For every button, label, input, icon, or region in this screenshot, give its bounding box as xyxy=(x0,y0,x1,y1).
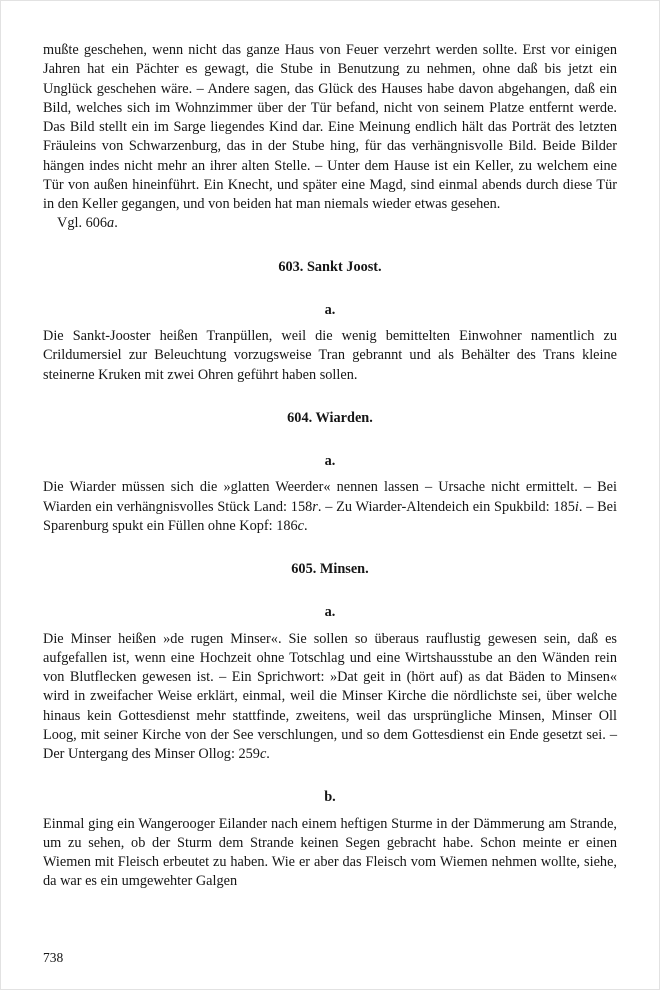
page-number: 738 xyxy=(43,949,64,965)
section-title-604-wiarden: 604. Wiarden. xyxy=(287,409,373,426)
paragraph-continuation: mußte geschehen, wenn nicht das ganze Haus von Feuer verzehrt werden sollte. Erst vor einigen Jahren hat ein Pächter es gewagt, die Stube in Benutzung zu nehmen, ohne daß bis jetzt ein Unglück geschehen wäre. – Andere sagen, das Glück des Hauses habe davon abgehangen, daß ein Bild, welches sich im Wohnzimmer über der Tür befand, nicht von seinem Platze entfernt werde. Das Bild stellt ein im Sarge liegendes Kind dar. Eine Meinung endlich hält das Porträt des letzten Fräuleins von Schwarzenburg, das in der Stube hing, für das verhängnisvolle Bild. Beide Bilder hängen indes nicht mehr an ihrer alten Stelle. – Unter dem Hause ist ein Keller, zu welchem eine Tür von außen hineinführt. Ein Knecht, und später eine Magd, sind einmal abends durch diese Tür in den Keller gegangen, und von beiden hat man niemals wieder etwas gesehen. xyxy=(43,42,617,212)
section-title-603-sankt-joost: 603. Sankt Joost. xyxy=(278,258,382,275)
paragraph-minsen-b: Einmal ging ein Wangerooger Eilander nach einem heftigen Sturme in der Dämmerung am Strande, um zu sehen, ob der Sturm dem Strande keinen Segen gebracht habe. Schon meinte er einen Wiemen mit Fleisch erbeutet zu haben. Wie er aber das Fleisch vom Wiemen nehmen wollte, siehe, da war es ein umgewehter Galgen xyxy=(43,815,617,890)
subsection-label-603-a: a. xyxy=(324,301,336,318)
section-title-605-minsen: 605. Minsen. xyxy=(291,561,369,577)
subsection-label-605-a: a. xyxy=(324,604,336,621)
paragraph-minsen-a: Die Minser heißen »de rugen Minser«. Sie sollen so überaus rauflustig gewesen sein, daß es aufgefallen ist, wenn eine Hochzeit ohne Totschlag und eine Wirtshausstube an den Wänden rein von Blutflecken gewesen ist. – Ein Sprichwort: »Dat geit in (hört auf) as dat Bäden to Minsen« wird in zweifacher Weise erklärt, einmal, weil die Minser Kirche die nördlichste sei, über welche hinaus kein Gottesdienst mehr stattfinde, zweitens, weil das ursprüngliche Minsen, Minser Oll Loog, mit seiner Kirche von der See verschlungen, und so dem Gottesdienst ein Ende gesetzt sei. – Der Untergang des Minser Ollog: 259c. xyxy=(43,630,617,762)
paragraph-sankt-joost-a: Die Sankt-Jooster heißen Tranpüllen, weil die wenig bemittelten Einwohner namentlich zu Crildumersiel zur Beleuchtung vorzugsweise Tran gebrannt und als Behälter des Trans kleine steinerne Kruken mit zwei Ohren geführt haben sollen. xyxy=(43,328,617,383)
subsection-label-605-b: b. xyxy=(324,789,336,806)
paragraph-wiarden-a: Die Wiarder müssen sich die »glatten Weerder« nennen lassen – Ursache nicht ermittelt. – Bei Wiarden ein verhängnisvolles Stück Land: 158r. – Zu Wiarder-Altendeich ein Spukbild: 185i. – Bei Sparenburg spukt ein Füllen ohne Kopf: 186c. xyxy=(43,479,617,534)
cross-reference-note: Vgl. 606a. xyxy=(57,215,118,232)
subsection-label-604-a: a. xyxy=(324,453,336,469)
